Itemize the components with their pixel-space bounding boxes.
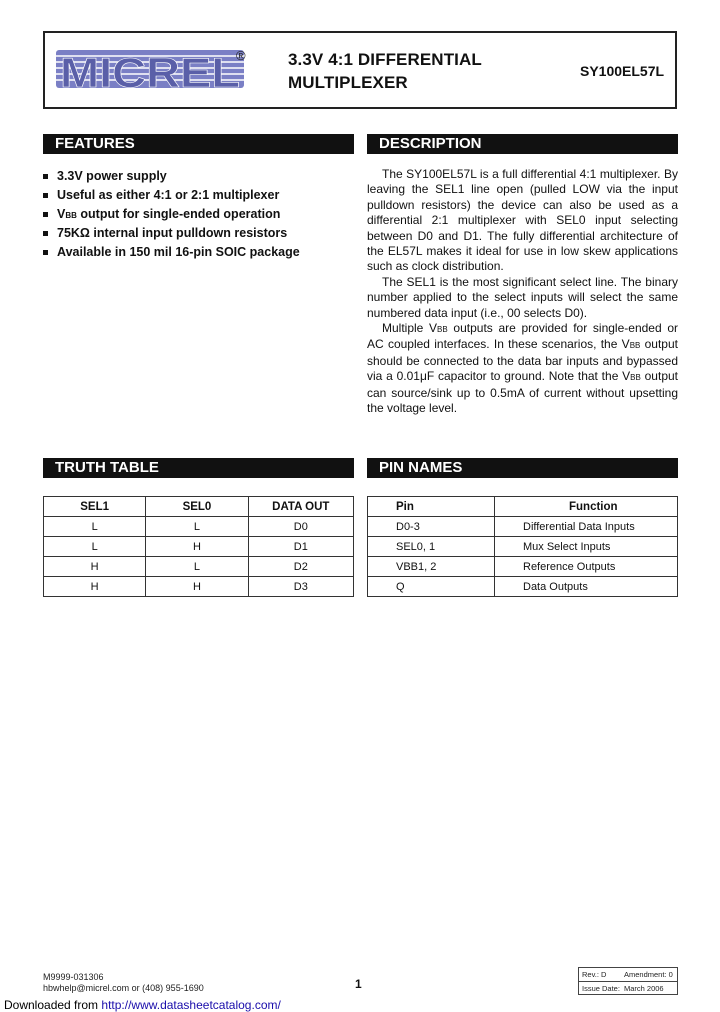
- registered-mark: ®: [236, 48, 246, 63]
- bullet-icon: [43, 231, 48, 236]
- contact-info: hbwhelp@micrel.com or (408) 955-1690: [43, 983, 204, 993]
- feature-item: 3.3V power supply: [43, 167, 354, 186]
- description-body: [367, 167, 678, 417]
- table-row: [368, 537, 678, 557]
- bullet-icon: [43, 250, 48, 255]
- cell: SEL0, 1: [368, 537, 495, 557]
- rev-label: Rev.: D: [582, 970, 607, 979]
- table-row: [368, 557, 678, 577]
- bullet-icon: [43, 174, 48, 179]
- cell: Mux Select Inputs: [495, 537, 678, 557]
- table-row: [44, 537, 354, 557]
- cell: VBB1, 2: [368, 557, 495, 577]
- truth-table: [43, 496, 354, 597]
- table-row: [44, 517, 354, 537]
- cell: D1: [248, 537, 353, 557]
- cell: L: [146, 517, 248, 537]
- revision-box: [578, 967, 678, 995]
- cell: H: [44, 577, 146, 597]
- cell: D3: [248, 577, 353, 597]
- download-text: Downloaded from: [4, 998, 102, 1012]
- table-row: [44, 557, 354, 577]
- feature-item: Useful as either 4:1 or 2:1 multiplexer: [43, 186, 354, 205]
- features-list: [43, 167, 354, 262]
- amendment-label: Amendment: 0: [624, 970, 673, 979]
- feature-item: 75KΩ internal input pulldown resistors: [43, 224, 354, 243]
- cell: Q: [368, 577, 495, 597]
- cell: D2: [248, 557, 353, 577]
- cell: L: [146, 557, 248, 577]
- issue-label: Issue Date:: [582, 984, 620, 993]
- table-row: [368, 577, 678, 597]
- cell: D0-3: [368, 517, 495, 537]
- part-number: SY100EL57L: [580, 63, 665, 79]
- feature-item: Available in 150 mil 16-pin SOIC package: [43, 243, 354, 262]
- column-header: DATA OUT: [248, 497, 353, 517]
- features-heading: FEATURES: [43, 134, 354, 154]
- column-header: Function: [495, 497, 678, 517]
- cell: Data Outputs: [495, 577, 678, 597]
- page-number: 1: [355, 977, 362, 991]
- pin-names-table: [367, 496, 678, 597]
- doc-id: M9999-031306: [43, 972, 104, 982]
- footer-info: [43, 972, 204, 994]
- cell: Reference Outputs: [495, 557, 678, 577]
- bullet-icon: [43, 212, 48, 217]
- cell: H: [44, 557, 146, 577]
- feature-item: VBB output for single-ended operation: [43, 205, 354, 224]
- cell: L: [44, 517, 146, 537]
- description-paragraph-2: The SEL1 is the most significant select line. The binary number applied to the select inputs will select the same numbered data input (i.e., 00 selects D0).: [367, 274, 678, 320]
- table-row: [44, 577, 354, 597]
- cell: L: [44, 537, 146, 557]
- table-row: [368, 517, 678, 537]
- micrel-logo: [56, 46, 248, 96]
- cell: Differential Data Inputs: [495, 517, 678, 537]
- column-header: Pin: [368, 497, 495, 517]
- description-paragraph-1: The SY100EL57L is a full differential 4:1 multiplexer. By leaving the SEL1 line open (pulled LOW via the input pulldown resistors) the device can also be used as a differential 2:1 multiplexer with SEL0 input selecting between D0 and D1. The fully differential architecture of the EL57L makes it ideal for use in low skew applications such as clock distribution.: [367, 167, 678, 274]
- table-header-row: [44, 497, 354, 517]
- column-header: SEL0: [146, 497, 248, 517]
- download-notice: [4, 998, 281, 1012]
- document-title: [288, 48, 482, 94]
- cell: D0: [248, 517, 353, 537]
- cell: H: [146, 537, 248, 557]
- description-paragraph-3: Multiple VBB outputs are provided for single-ended or AC coupled interfaces. In these scenarios, the VBB output should be connected to the data bar inputs and bypassed via a 0.01μF capacitor to ground. Note that the VBB output can source/sink up to 0.5mA of current without upsetting the voltage level.: [367, 321, 678, 416]
- table-header-row: [368, 497, 678, 517]
- cell: H: [146, 577, 248, 597]
- description-heading: DESCRIPTION: [367, 134, 678, 154]
- download-link[interactable]: http://www.datasheetcatalog.com/: [101, 998, 281, 1012]
- logo-text: MICREL: [60, 49, 240, 96]
- pin-names-heading: PIN NAMES: [367, 458, 678, 478]
- truth-table-heading: TRUTH TABLE: [43, 458, 354, 478]
- title-line-2: MULTIPLEXER: [288, 73, 408, 92]
- title-line-1: 3.3V 4:1 DIFFERENTIAL: [288, 50, 482, 69]
- issue-date: March 2006: [624, 984, 664, 993]
- bullet-icon: [43, 193, 48, 198]
- column-header: SEL1: [44, 497, 146, 517]
